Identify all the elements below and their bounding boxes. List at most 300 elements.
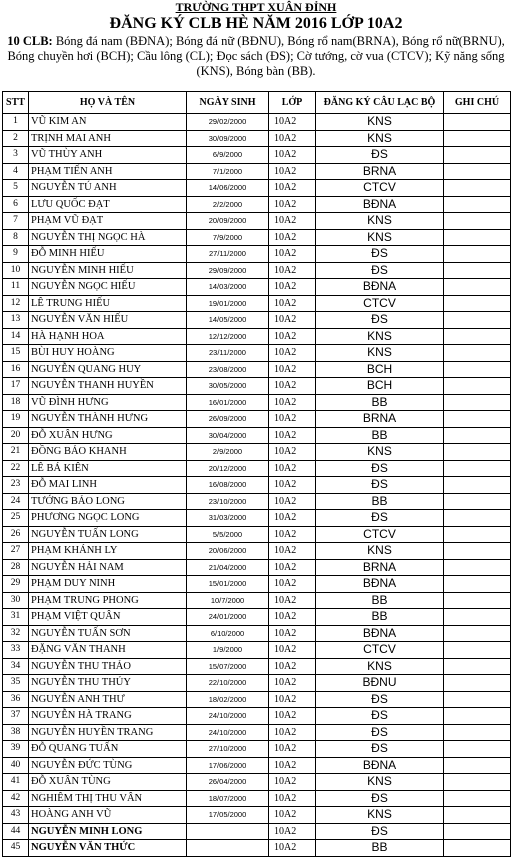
table-row <box>3 196 511 213</box>
cell-class: 10A2 <box>269 279 316 296</box>
cell-class: 10A2 <box>269 823 316 840</box>
cell-club: CTCV <box>316 295 444 312</box>
cell-dob: 26/09/2000 <box>187 411 269 428</box>
cell-dob: 29/09/2000 <box>187 262 269 279</box>
cell-class: 10A2 <box>269 675 316 692</box>
cell-note <box>444 543 511 560</box>
cell-note <box>444 411 511 428</box>
cell-stt: 41 <box>3 774 29 791</box>
cell-club: BB <box>316 609 444 626</box>
cell-name: NGUYỄN THÀNH HƯNG <box>29 411 187 428</box>
cell-stt: 4 <box>3 163 29 180</box>
cell-class: 10A2 <box>269 526 316 543</box>
cell-name: VŨ KIM AN <box>29 114 187 131</box>
cell-stt: 9 <box>3 246 29 263</box>
cell-club: KNS <box>316 328 444 345</box>
club-legend-label: 10 CLB: <box>7 34 53 48</box>
cell-note <box>444 460 511 477</box>
cell-note <box>444 724 511 741</box>
cell-club: ĐS <box>316 246 444 263</box>
cell-name: ĐỒNG BẢO KHANH <box>29 444 187 461</box>
cell-club: ĐS <box>316 460 444 477</box>
cell-club: CTCV <box>316 526 444 543</box>
cell-dob: 20/06/2000 <box>187 543 269 560</box>
table-row <box>3 493 511 510</box>
cell-name: NGHIÊM THỊ THU VÂN <box>29 790 187 807</box>
table-row <box>3 345 511 362</box>
cell-note <box>444 807 511 824</box>
cell-note <box>444 823 511 840</box>
cell-club: KNS <box>316 229 444 246</box>
cell-name: PHẠM DUY NINH <box>29 576 187 593</box>
cell-note <box>444 312 511 329</box>
cell-club: ĐS <box>316 147 444 164</box>
cell-club: BĐNA <box>316 625 444 642</box>
cell-dob: 15/01/2000 <box>187 576 269 593</box>
cell-note <box>444 708 511 725</box>
table-row <box>3 163 511 180</box>
cell-stt: 45 <box>3 840 29 857</box>
cell-note <box>444 526 511 543</box>
cell-note <box>444 510 511 527</box>
cell-name: TƯỚNG BẢO LONG <box>29 493 187 510</box>
cell-class: 10A2 <box>269 460 316 477</box>
cell-stt: 16 <box>3 361 29 378</box>
cell-name: NGUYỄN HUYỀN TRANG <box>29 724 187 741</box>
cell-dob: 30/05/2000 <box>187 378 269 395</box>
table-row <box>3 229 511 246</box>
cell-stt: 2 <box>3 130 29 147</box>
cell-club: ĐS <box>316 823 444 840</box>
table-row <box>3 378 511 395</box>
table-row <box>3 592 511 609</box>
header-club: ĐĂNG KÝ CÂU LẠC BỘ <box>316 92 444 114</box>
cell-class: 10A2 <box>269 312 316 329</box>
cell-class: 10A2 <box>269 708 316 725</box>
table-row <box>3 724 511 741</box>
cell-name: NGUYỄN MINH LONG <box>29 823 187 840</box>
cell-club: ĐS <box>316 262 444 279</box>
cell-stt: 20 <box>3 427 29 444</box>
cell-class: 10A2 <box>269 592 316 609</box>
cell-class: 10A2 <box>269 790 316 807</box>
cell-class: 10A2 <box>269 724 316 741</box>
table-row <box>3 757 511 774</box>
cell-club: BB <box>316 493 444 510</box>
header-name: HỌ VÀ TÊN <box>29 92 187 114</box>
cell-name: PHẠM KHÁNH LY <box>29 543 187 560</box>
club-legend-text: Bóng đá nam (BĐNA); Bóng đá nữ (BĐNU), Bóng rổ nam(BRNA), Bóng rổ nữ(BRNU), Bóng chuyền hơi (BCH); Cầu lông (CL); Đọc sách (ĐS); Cờ tướng, cờ vua (CTCV); Kỹ năng sống (KNS), Bóng bàn (BB). <box>7 34 505 78</box>
cell-dob: 24/10/2000 <box>187 724 269 741</box>
cell-club: CTCV <box>316 642 444 659</box>
cell-stt: 35 <box>3 675 29 692</box>
cell-note <box>444 840 511 857</box>
cell-dob: 23/11/2000 <box>187 345 269 362</box>
cell-name: BÙI HUY HOÀNG <box>29 345 187 362</box>
cell-note <box>444 229 511 246</box>
table-row <box>3 823 511 840</box>
cell-dob: 29/02/2000 <box>187 114 269 131</box>
cell-name: ĐỖ XUÂN HƯNG <box>29 427 187 444</box>
cell-club: ĐS <box>316 708 444 725</box>
table-row <box>3 427 511 444</box>
header-note: GHI CHÚ <box>444 92 511 114</box>
cell-class: 10A2 <box>269 609 316 626</box>
cell-class: 10A2 <box>269 691 316 708</box>
cell-stt: 3 <box>3 147 29 164</box>
cell-dob: 7/1/2000 <box>187 163 269 180</box>
cell-name: LƯU QUỐC ĐẠT <box>29 196 187 213</box>
cell-stt: 36 <box>3 691 29 708</box>
cell-note <box>444 427 511 444</box>
cell-note <box>444 295 511 312</box>
cell-dob: 6/9/2000 <box>187 147 269 164</box>
cell-name: NGUYỄN QUANG HUY <box>29 361 187 378</box>
header-stt: STT <box>3 92 29 114</box>
cell-name: NGUYỄN THỊ NGỌC HÀ <box>29 229 187 246</box>
cell-note <box>444 262 511 279</box>
cell-club: BĐNA <box>316 279 444 296</box>
cell-club: ĐS <box>316 477 444 494</box>
cell-class: 10A2 <box>269 196 316 213</box>
cell-class: 10A2 <box>269 741 316 758</box>
cell-class: 10A2 <box>269 213 316 230</box>
cell-stt: 21 <box>3 444 29 461</box>
cell-stt: 17 <box>3 378 29 395</box>
cell-stt: 25 <box>3 510 29 527</box>
table-row <box>3 114 511 131</box>
cell-club: BB <box>316 427 444 444</box>
cell-class: 10A2 <box>269 361 316 378</box>
table-row <box>3 147 511 164</box>
cell-dob: 18/07/2000 <box>187 790 269 807</box>
cell-club: BRNA <box>316 163 444 180</box>
cell-name: NGUYỄN THANH HUYỀN <box>29 378 187 395</box>
cell-dob: 23/10/2000 <box>187 493 269 510</box>
cell-name: PHƯƠNG NGỌC LONG <box>29 510 187 527</box>
cell-class: 10A2 <box>269 757 316 774</box>
cell-note <box>444 328 511 345</box>
cell-name: ĐẶNG VĂN THANH <box>29 642 187 659</box>
cell-name: NGUYỄN VĂN HIẾU <box>29 312 187 329</box>
cell-dob: 20/09/2000 <box>187 213 269 230</box>
cell-stt: 31 <box>3 609 29 626</box>
cell-club: ĐS <box>316 741 444 758</box>
cell-name: PHẠM VŨ ĐẠT <box>29 213 187 230</box>
table-row <box>3 708 511 725</box>
cell-note <box>444 642 511 659</box>
cell-class: 10A2 <box>269 163 316 180</box>
cell-note <box>444 658 511 675</box>
cell-club: BRNA <box>316 559 444 576</box>
cell-class: 10A2 <box>269 427 316 444</box>
cell-name: NGUYỄN THU THỦY <box>29 675 187 692</box>
cell-class: 10A2 <box>269 774 316 791</box>
cell-dob <box>187 823 269 840</box>
cell-club: BCH <box>316 378 444 395</box>
cell-dob: 19/01/2000 <box>187 295 269 312</box>
cell-note <box>444 675 511 692</box>
cell-class: 10A2 <box>269 807 316 824</box>
cell-class: 10A2 <box>269 658 316 675</box>
cell-stt: 29 <box>3 576 29 593</box>
cell-name: NGUYỄN ĐỨC TÙNG <box>29 757 187 774</box>
cell-stt: 12 <box>3 295 29 312</box>
cell-note <box>444 559 511 576</box>
cell-club: BB <box>316 840 444 857</box>
cell-stt: 22 <box>3 460 29 477</box>
cell-stt: 42 <box>3 790 29 807</box>
cell-club: KNS <box>316 774 444 791</box>
table-header-row <box>3 92 511 114</box>
cell-stt: 11 <box>3 279 29 296</box>
cell-stt: 32 <box>3 625 29 642</box>
cell-name: ĐỖ QUANG TUẤN <box>29 741 187 758</box>
cell-name: NGUYỄN NGỌC HIẾU <box>29 279 187 296</box>
cell-stt: 40 <box>3 757 29 774</box>
table-row <box>3 807 511 824</box>
cell-name: NGUYỄN TUẤN LONG <box>29 526 187 543</box>
cell-class: 10A2 <box>269 345 316 362</box>
cell-stt: 34 <box>3 658 29 675</box>
cell-class: 10A2 <box>269 510 316 527</box>
table-row <box>3 411 511 428</box>
cell-name: HOÀNG ANH VŨ <box>29 807 187 824</box>
cell-stt: 43 <box>3 807 29 824</box>
cell-dob: 23/08/2000 <box>187 361 269 378</box>
cell-dob: 2/9/2000 <box>187 444 269 461</box>
cell-club: ĐS <box>316 312 444 329</box>
cell-class: 10A2 <box>269 477 316 494</box>
cell-club: BRNA <box>316 411 444 428</box>
cell-note <box>444 163 511 180</box>
cell-club: BĐNA <box>316 196 444 213</box>
cell-dob: 27/10/2000 <box>187 741 269 758</box>
cell-class: 10A2 <box>269 642 316 659</box>
table-row <box>3 246 511 263</box>
table-row <box>3 658 511 675</box>
cell-dob: 20/12/2000 <box>187 460 269 477</box>
cell-club: ĐS <box>316 691 444 708</box>
cell-class: 10A2 <box>269 328 316 345</box>
cell-class: 10A2 <box>269 229 316 246</box>
cell-stt: 18 <box>3 394 29 411</box>
table-row <box>3 312 511 329</box>
cell-name: NGUYỄN HÀ TRANG <box>29 708 187 725</box>
cell-name: NGUYỄN THU THẢO <box>29 658 187 675</box>
cell-club: BĐNU <box>316 675 444 692</box>
registration-table <box>2 91 511 857</box>
cell-name: VŨ ĐÌNH HƯNG <box>29 394 187 411</box>
cell-dob: 24/01/2000 <box>187 609 269 626</box>
cell-club: BCH <box>316 361 444 378</box>
cell-stt: 7 <box>3 213 29 230</box>
cell-dob: 22/10/2000 <box>187 675 269 692</box>
cell-dob: 14/06/2000 <box>187 180 269 197</box>
cell-club: ĐS <box>316 724 444 741</box>
cell-stt: 15 <box>3 345 29 362</box>
cell-stt: 37 <box>3 708 29 725</box>
cell-club: CTCV <box>316 180 444 197</box>
cell-note <box>444 625 511 642</box>
cell-class: 10A2 <box>269 411 316 428</box>
cell-dob: 5/5/2000 <box>187 526 269 543</box>
cell-name: LÊ TRUNG HIẾU <box>29 295 187 312</box>
cell-note <box>444 774 511 791</box>
table-row <box>3 691 511 708</box>
cell-dob: 14/05/2000 <box>187 312 269 329</box>
cell-stt: 14 <box>3 328 29 345</box>
cell-name: VŨ THÙY ANH <box>29 147 187 164</box>
table-row <box>3 625 511 642</box>
cell-note <box>444 592 511 609</box>
cell-class: 10A2 <box>269 444 316 461</box>
cell-class: 10A2 <box>269 180 316 197</box>
cell-stt: 26 <box>3 526 29 543</box>
cell-stt: 13 <box>3 312 29 329</box>
cell-dob: 10/7/2000 <box>187 592 269 609</box>
cell-dob: 12/12/2000 <box>187 328 269 345</box>
cell-stt: 8 <box>3 229 29 246</box>
table-row <box>3 675 511 692</box>
cell-dob: 2/2/2000 <box>187 196 269 213</box>
table-row <box>3 741 511 758</box>
cell-stt: 5 <box>3 180 29 197</box>
cell-class: 10A2 <box>269 394 316 411</box>
cell-name: PHẠM TRUNG PHONG <box>29 592 187 609</box>
cell-note <box>444 180 511 197</box>
table-row <box>3 609 511 626</box>
table-row <box>3 510 511 527</box>
table-row <box>3 460 511 477</box>
cell-class: 10A2 <box>269 295 316 312</box>
cell-note <box>444 691 511 708</box>
cell-note <box>444 196 511 213</box>
cell-name: NGUYỄN MINH HIẾU <box>29 262 187 279</box>
cell-stt: 33 <box>3 642 29 659</box>
school-name: TRƯỜNG THPT XUÂN ĐỈNH <box>175 0 337 14</box>
cell-note <box>444 345 511 362</box>
table-row <box>3 262 511 279</box>
cell-note <box>444 361 511 378</box>
cell-stt: 44 <box>3 823 29 840</box>
cell-dob: 1/9/2000 <box>187 642 269 659</box>
table-row <box>3 477 511 494</box>
cell-note <box>444 246 511 263</box>
cell-name: NGUYỄN ANH THƯ <box>29 691 187 708</box>
table-row <box>3 526 511 543</box>
cell-class: 10A2 <box>269 114 316 131</box>
cell-dob: 26/04/2000 <box>187 774 269 791</box>
cell-class: 10A2 <box>269 576 316 593</box>
cell-stt: 28 <box>3 559 29 576</box>
cell-club: KNS <box>316 213 444 230</box>
cell-note <box>444 609 511 626</box>
cell-dob: 7/9/2000 <box>187 229 269 246</box>
table-row <box>3 444 511 461</box>
cell-club: KNS <box>316 543 444 560</box>
cell-club: ĐS <box>316 510 444 527</box>
cell-class: 10A2 <box>269 840 316 857</box>
cell-name: ĐỖ MINH HIẾU <box>29 246 187 263</box>
table-row <box>3 642 511 659</box>
header-class: LỚP <box>269 92 316 114</box>
cell-note <box>444 576 511 593</box>
cell-name: PHẠM TIẾN ANH <box>29 163 187 180</box>
cell-stt: 19 <box>3 411 29 428</box>
cell-class: 10A2 <box>269 147 316 164</box>
cell-name: NGUYỄN HẢI NAM <box>29 559 187 576</box>
cell-club: KNS <box>316 345 444 362</box>
cell-dob: 30/04/2000 <box>187 427 269 444</box>
cell-club: KNS <box>316 444 444 461</box>
cell-class: 10A2 <box>269 262 316 279</box>
table-row <box>3 328 511 345</box>
cell-dob: 16/01/2000 <box>187 394 269 411</box>
cell-dob: 21/04/2000 <box>187 559 269 576</box>
cell-name: LÊ BÁ KIÊN <box>29 460 187 477</box>
cell-dob: 27/11/2000 <box>187 246 269 263</box>
cell-stt: 39 <box>3 741 29 758</box>
cell-dob: 6/10/2000 <box>187 625 269 642</box>
cell-dob: 30/09/2000 <box>187 130 269 147</box>
table-row <box>3 840 511 857</box>
table-row <box>3 543 511 560</box>
cell-dob <box>187 840 269 857</box>
cell-note <box>444 378 511 395</box>
cell-note <box>444 790 511 807</box>
cell-stt: 27 <box>3 543 29 560</box>
cell-name: NGUYỄN VĂN THỨC <box>29 840 187 857</box>
cell-stt: 10 <box>3 262 29 279</box>
cell-stt: 24 <box>3 493 29 510</box>
cell-note <box>444 147 511 164</box>
table-row <box>3 790 511 807</box>
cell-stt: 1 <box>3 114 29 131</box>
club-legend <box>0 34 512 79</box>
cell-name: NGUYỄN TUẤN SƠN <box>29 625 187 642</box>
cell-stt: 23 <box>3 477 29 494</box>
cell-dob: 15/07/2000 <box>187 658 269 675</box>
cell-dob: 16/08/2000 <box>187 477 269 494</box>
cell-class: 10A2 <box>269 378 316 395</box>
cell-dob: 17/05/2000 <box>187 807 269 824</box>
cell-note <box>444 741 511 758</box>
table-row <box>3 213 511 230</box>
table-row <box>3 774 511 791</box>
cell-note <box>444 444 511 461</box>
cell-note <box>444 477 511 494</box>
cell-dob: 17/06/2000 <box>187 757 269 774</box>
cell-dob: 18/02/2000 <box>187 691 269 708</box>
cell-note <box>444 394 511 411</box>
cell-name: ĐỖ XUÂN TÙNG <box>29 774 187 791</box>
cell-dob: 14/03/2000 <box>187 279 269 296</box>
cell-club: BĐNA <box>316 757 444 774</box>
cell-stt: 30 <box>3 592 29 609</box>
cell-class: 10A2 <box>269 246 316 263</box>
table-row <box>3 394 511 411</box>
cell-class: 10A2 <box>269 493 316 510</box>
table-row <box>3 361 511 378</box>
cell-name: HÀ HẠNH HOA <box>29 328 187 345</box>
table-row <box>3 295 511 312</box>
cell-club: BĐNA <box>316 576 444 593</box>
table-row <box>3 130 511 147</box>
table-row <box>3 559 511 576</box>
table-row <box>3 180 511 197</box>
cell-club: KNS <box>316 130 444 147</box>
